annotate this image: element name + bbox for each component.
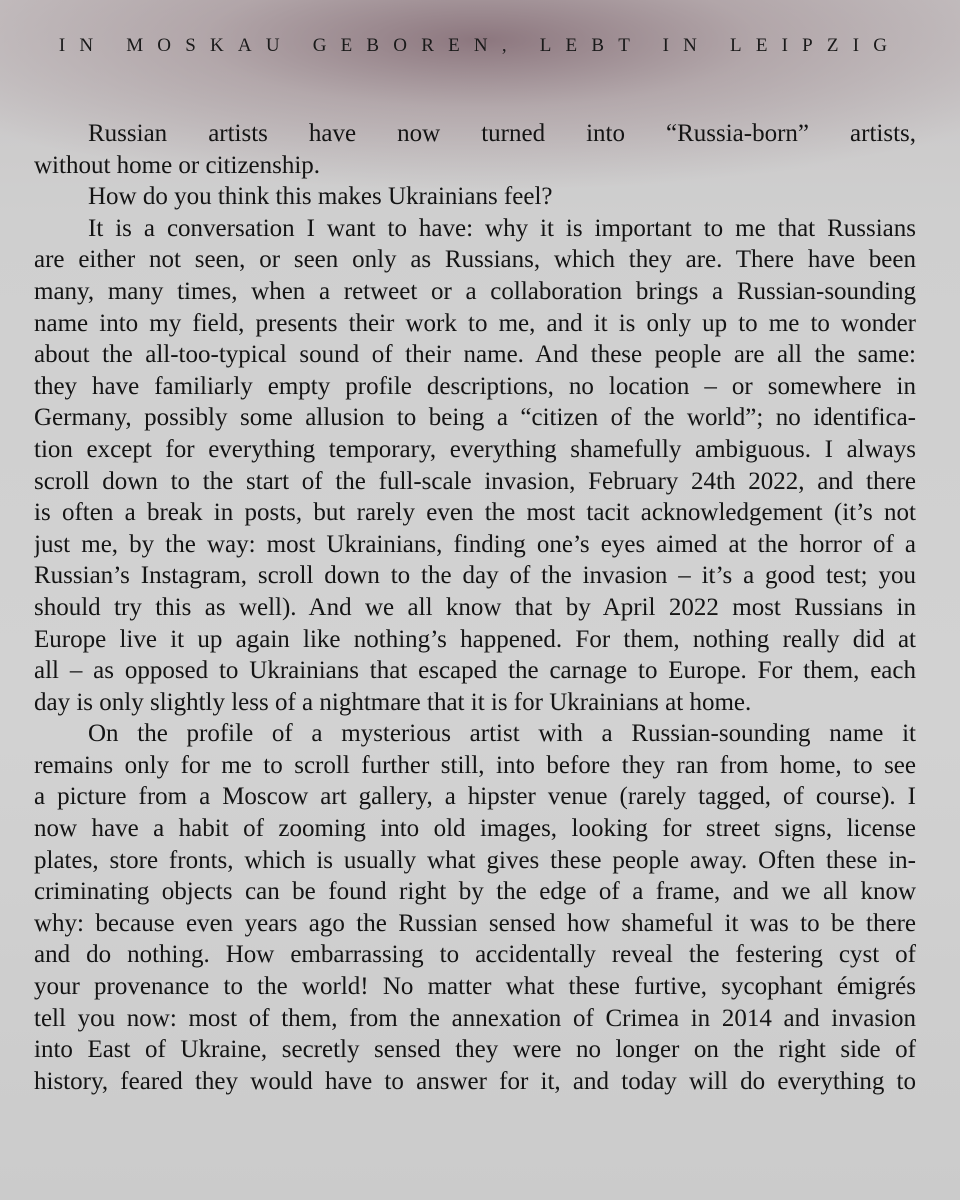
text-line: about the all-too-typical sound of their name. And these people are all the same: <box>34 341 916 369</box>
text-line: should try this as well). And we all know that by April 2022 most Russians in <box>34 593 916 621</box>
text-line: into East of Ukraine, secretly sensed they were no longer on the right side of <box>34 1036 916 1064</box>
text-line: your provenance to the world! No matter what these furtive, sycophant émigrés <box>34 973 916 1001</box>
text-line: tion except for everything temporary, everything shamefully ambiguous. I always <box>34 435 916 463</box>
running-header: IN MOSKAU GEBOREN, LEBT IN LEIPZIG <box>58 35 902 56</box>
text-line: remains only for me to scroll further still, into before they ran from home, to see <box>34 751 916 779</box>
text-line: Russian artists have now turned into “Russia-born” artists, <box>88 120 916 147</box>
text-line: a picture from a Moscow art gallery, a hipster venue (rarely tagged, of course). I <box>34 783 916 811</box>
text-line: name into my field, presents their work to me, and it is only up to me to wonder <box>34 309 916 337</box>
text-line: On the profile of a mysterious artist with a Russian-sounding name it <box>88 720 916 748</box>
text-line: and do nothing. How embarrassing to accidentally reveal the festering cyst of <box>34 941 916 969</box>
text-line: Germany, possibly some allusion to being a “citizen of the world”; no identifica- <box>34 404 916 432</box>
body-text <box>34 118 916 1097</box>
text-line: all – as opposed to Ukrainians that escaped the carnage to Europe. For them, each <box>34 657 916 685</box>
text-line: Russian’s Instagram, scroll down to the day of the invasion – it’s a good test; you <box>34 562 916 590</box>
text-line: without home or citizenship. <box>34 151 321 179</box>
text-line: history, feared they would have to answer for it, and today will do everything to <box>34 1067 916 1095</box>
text-line: plates, store fronts, which is usually what gives these people away. Often these in- <box>34 846 916 874</box>
text-line: are either not seen, or seen only as Russians, which they are. There have been <box>34 246 916 274</box>
text-line: many, many times, when a retweet or a collaboration brings a Russian-sounding <box>34 277 916 305</box>
text-line: now have a habit of zooming into old images, looking for street signs, license <box>34 815 916 843</box>
text-line: How do you think this makes Ukrainians feel? <box>88 183 553 211</box>
text-line: day is only slightly less of a nightmare that it is for Ukrainians at home. <box>34 688 752 716</box>
text-line: Europe live it up again like nothing’s happened. For them, nothing really did at <box>34 625 916 653</box>
text-line: just me, by the way: most Ukrainians, finding one’s eyes aimed at the horror of a <box>34 530 916 558</box>
text-line: they have familiarly empty profile descriptions, no location – or somewhere in <box>34 372 916 400</box>
text-line: It is a conversation I want to have: why it is important to me that Russians <box>88 214 916 242</box>
text-line: criminating objects can be found right by the edge of a frame, and we all know <box>34 878 916 906</box>
text-line: scroll down to the start of the full-scale invasion, February 24th 2022, and there <box>34 467 916 495</box>
text-line: is often a break in posts, but rarely even the most tacit acknowledgement (it’s not <box>34 499 916 527</box>
text-line: why: because even years ago the Russian sensed how shameful it was to be there <box>34 909 916 937</box>
text-line: tell you now: most of them, from the annexation of Crimea in 2014 and invasion <box>34 1004 916 1032</box>
